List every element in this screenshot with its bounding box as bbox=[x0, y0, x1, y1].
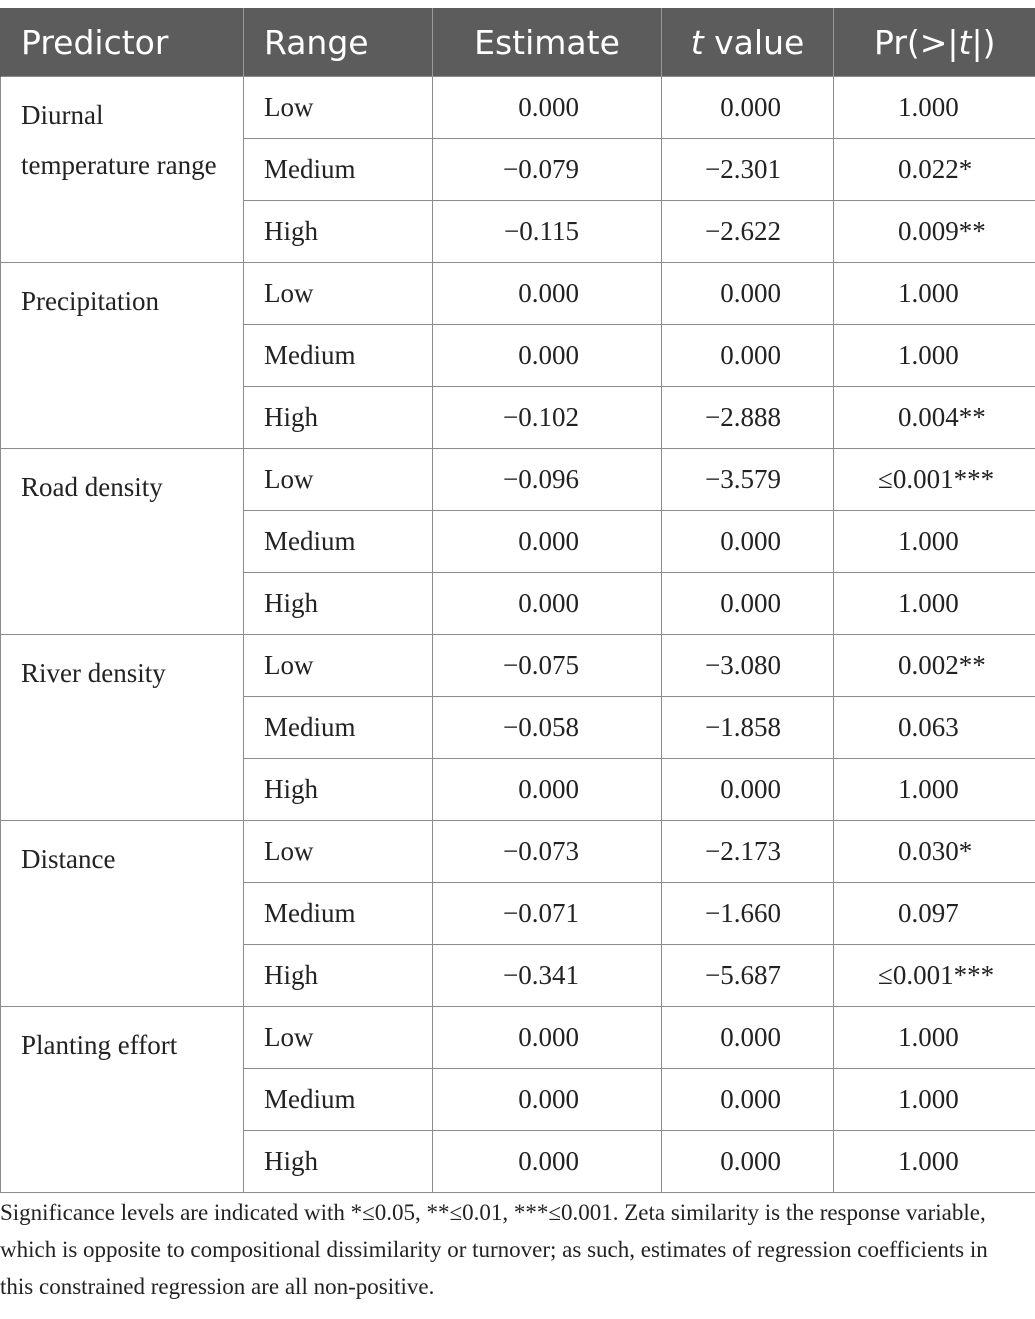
header-p-value bbox=[834, 8, 1035, 77]
estimate-cell: 0.000 bbox=[433, 77, 662, 139]
p-value-cell: 0.022* bbox=[834, 139, 1035, 201]
predictor-cell bbox=[1, 449, 244, 635]
t-value-cell: −1.858 bbox=[662, 697, 834, 759]
estimate-cell: −0.341 bbox=[433, 945, 662, 1007]
header-predictor: Predictor bbox=[1, 8, 244, 77]
estimate-cell: 0.000 bbox=[433, 759, 662, 821]
range-cell: Low bbox=[244, 1007, 433, 1069]
header-t-italic: t bbox=[690, 22, 704, 62]
p-value-cell: 1.000 bbox=[834, 1007, 1035, 1069]
predictor-cell bbox=[1, 1007, 244, 1193]
range-cell: High bbox=[244, 759, 433, 821]
header-p-italic: t bbox=[958, 22, 972, 62]
header-row bbox=[1, 8, 1035, 77]
estimate-cell: 0.000 bbox=[433, 263, 662, 325]
table-row bbox=[1, 77, 1035, 139]
predictor-label: Diurnal temperature range bbox=[21, 100, 217, 180]
estimate-cell: −0.102 bbox=[433, 387, 662, 449]
p-value-cell: 1.000 bbox=[834, 325, 1035, 387]
header-t-value bbox=[662, 8, 834, 77]
header-estimate: Estimate bbox=[433, 8, 662, 77]
predictor-label: Distance bbox=[21, 844, 116, 874]
estimate-cell: 0.000 bbox=[433, 573, 662, 635]
p-value-cell: 0.063 bbox=[834, 697, 1035, 759]
range-cell: High bbox=[244, 945, 433, 1007]
table-row bbox=[1, 1007, 1035, 1069]
table-row bbox=[1, 263, 1035, 325]
range-cell: High bbox=[244, 387, 433, 449]
range-cell: High bbox=[244, 573, 433, 635]
estimate-cell: −0.075 bbox=[433, 635, 662, 697]
estimate-cell: −0.058 bbox=[433, 697, 662, 759]
header-t-suffix: value bbox=[703, 22, 805, 62]
estimate-cell: 0.000 bbox=[433, 511, 662, 573]
range-cell: Medium bbox=[244, 139, 433, 201]
p-value-cell: 1.000 bbox=[834, 573, 1035, 635]
p-value-cell: 1.000 bbox=[834, 1069, 1035, 1131]
header-range: Range bbox=[244, 8, 433, 77]
predictor-cell bbox=[1, 263, 244, 449]
estimate-cell: −0.096 bbox=[433, 449, 662, 511]
t-value-cell: 0.000 bbox=[662, 1131, 834, 1193]
predictor-cell bbox=[1, 821, 244, 1007]
predictor-cell bbox=[1, 77, 244, 263]
t-value-cell: −2.173 bbox=[662, 821, 834, 883]
regression-table bbox=[0, 8, 1035, 1193]
predictor-label: River density bbox=[21, 658, 166, 688]
estimate-cell: 0.000 bbox=[433, 1069, 662, 1131]
range-cell: Medium bbox=[244, 511, 433, 573]
t-value-cell: −2.301 bbox=[662, 139, 834, 201]
range-cell: Low bbox=[244, 77, 433, 139]
p-value-cell: ≤0.001*** bbox=[834, 945, 1035, 1007]
t-value-cell: −3.579 bbox=[662, 449, 834, 511]
t-value-cell: −2.622 bbox=[662, 201, 834, 263]
t-value-cell: 0.000 bbox=[662, 263, 834, 325]
estimate-cell: −0.115 bbox=[433, 201, 662, 263]
table-container bbox=[0, 8, 1035, 1193]
estimate-cell: 0.000 bbox=[433, 325, 662, 387]
estimate-cell: 0.000 bbox=[433, 1131, 662, 1193]
predictor-cell bbox=[1, 635, 244, 821]
t-value-cell: 0.000 bbox=[662, 1069, 834, 1131]
p-value-cell: 0.002** bbox=[834, 635, 1035, 697]
range-cell: Medium bbox=[244, 325, 433, 387]
p-value-cell: 1.000 bbox=[834, 511, 1035, 573]
t-value-cell: 0.000 bbox=[662, 77, 834, 139]
p-value-cell: 0.030* bbox=[834, 821, 1035, 883]
table-footnote: Significance levels are indicated with *≤0.05, **≤0.01, ***≤0.001. Zeta similarity is the response variable, which is opposite to compositional dissimilarity or turnover; as such, estimates of regression coefficients in this constrained regression are all non-positive. bbox=[0, 1200, 988, 1299]
t-value-cell: −3.080 bbox=[662, 635, 834, 697]
t-value-cell: 0.000 bbox=[662, 573, 834, 635]
range-cell: High bbox=[244, 201, 433, 263]
range-cell: Low bbox=[244, 821, 433, 883]
table-body bbox=[1, 77, 1035, 1193]
predictor-label: Precipitation bbox=[21, 286, 159, 316]
range-cell: Low bbox=[244, 635, 433, 697]
range-cell: Low bbox=[244, 449, 433, 511]
p-value-cell: 0.009** bbox=[834, 201, 1035, 263]
table-row bbox=[1, 449, 1035, 511]
table-row bbox=[1, 821, 1035, 883]
estimate-cell: −0.073 bbox=[433, 821, 662, 883]
p-value-cell: 0.097 bbox=[834, 883, 1035, 945]
range-cell: Low bbox=[244, 263, 433, 325]
t-value-cell: 0.000 bbox=[662, 1007, 834, 1069]
p-value-cell: 0.004** bbox=[834, 387, 1035, 449]
p-value-cell: 1.000 bbox=[834, 263, 1035, 325]
t-value-cell: 0.000 bbox=[662, 325, 834, 387]
header-p-prefix: Pr(>| bbox=[874, 22, 959, 62]
header-p-suffix: |) bbox=[971, 22, 996, 62]
range-cell: Medium bbox=[244, 883, 433, 945]
estimate-cell: 0.000 bbox=[433, 1007, 662, 1069]
estimate-cell: −0.079 bbox=[433, 139, 662, 201]
t-value-cell: −1.660 bbox=[662, 883, 834, 945]
t-value-cell: −5.687 bbox=[662, 945, 834, 1007]
range-cell: High bbox=[244, 1131, 433, 1193]
predictor-label: Road density bbox=[21, 472, 163, 502]
p-value-cell: 1.000 bbox=[834, 1131, 1035, 1193]
predictor-label: Planting effort bbox=[21, 1030, 178, 1060]
t-value-cell: 0.000 bbox=[662, 511, 834, 573]
t-value-cell: −2.888 bbox=[662, 387, 834, 449]
p-value-cell: ≤0.001*** bbox=[834, 449, 1035, 511]
p-value-cell: 1.000 bbox=[834, 77, 1035, 139]
range-cell: Medium bbox=[244, 1069, 433, 1131]
range-cell: Medium bbox=[244, 697, 433, 759]
estimate-cell: −0.071 bbox=[433, 883, 662, 945]
table-row bbox=[1, 635, 1035, 697]
t-value-cell: 0.000 bbox=[662, 759, 834, 821]
p-value-cell: 1.000 bbox=[834, 759, 1035, 821]
